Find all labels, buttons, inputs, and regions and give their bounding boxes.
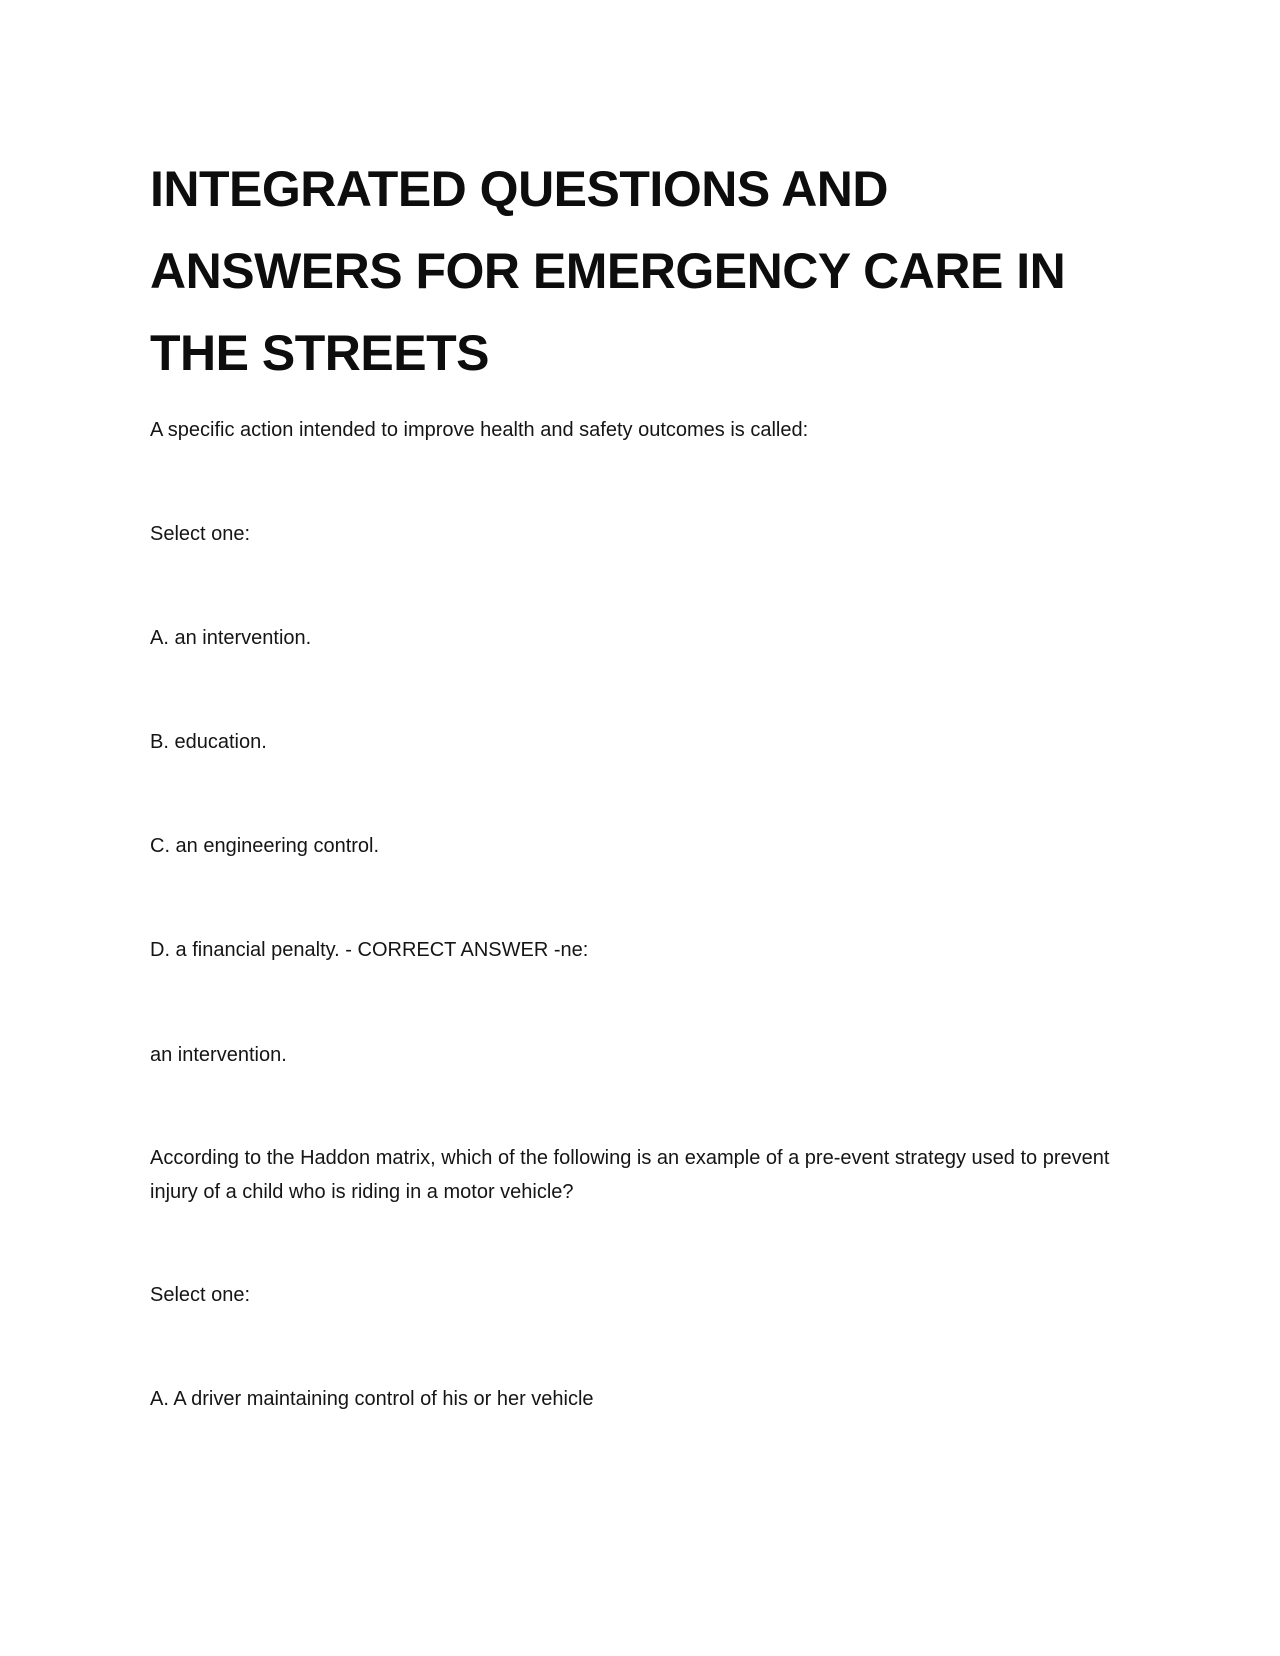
question-1-text: A specific action intended to improve health and safety outcomes is called: bbox=[150, 419, 809, 441]
question-2-text: According to the Haddon matrix, which of the following is an example of a pre-event strategy used to prevent injury of a child who is riding in a motor vehicle? bbox=[150, 1147, 1110, 1203]
question-1-option-a: A. an intervention. bbox=[150, 627, 312, 649]
question-1-select-prompt: Select one: bbox=[150, 523, 251, 545]
question-2-option-a: A. A driver maintaining control of his or her vehicle bbox=[150, 1388, 594, 1410]
title-line-2: ANSWERS FOR EMERGENCY CARE IN bbox=[150, 243, 1066, 299]
document-title bbox=[150, 148, 1150, 394]
title-line-3: THE STREETS bbox=[150, 325, 489, 381]
question-2-select-prompt: Select one: bbox=[150, 1284, 251, 1306]
question-1-option-d: D. a financial penalty. - CORRECT ANSWER -ne: bbox=[150, 939, 589, 961]
question-1-option-c: C. an engineering control. bbox=[150, 835, 380, 857]
title-line-1: INTEGRATED QUESTIONS AND bbox=[150, 161, 889, 217]
question-1-option-b: B. education. bbox=[150, 731, 267, 753]
question-1-answer: an intervention. bbox=[150, 1044, 287, 1066]
